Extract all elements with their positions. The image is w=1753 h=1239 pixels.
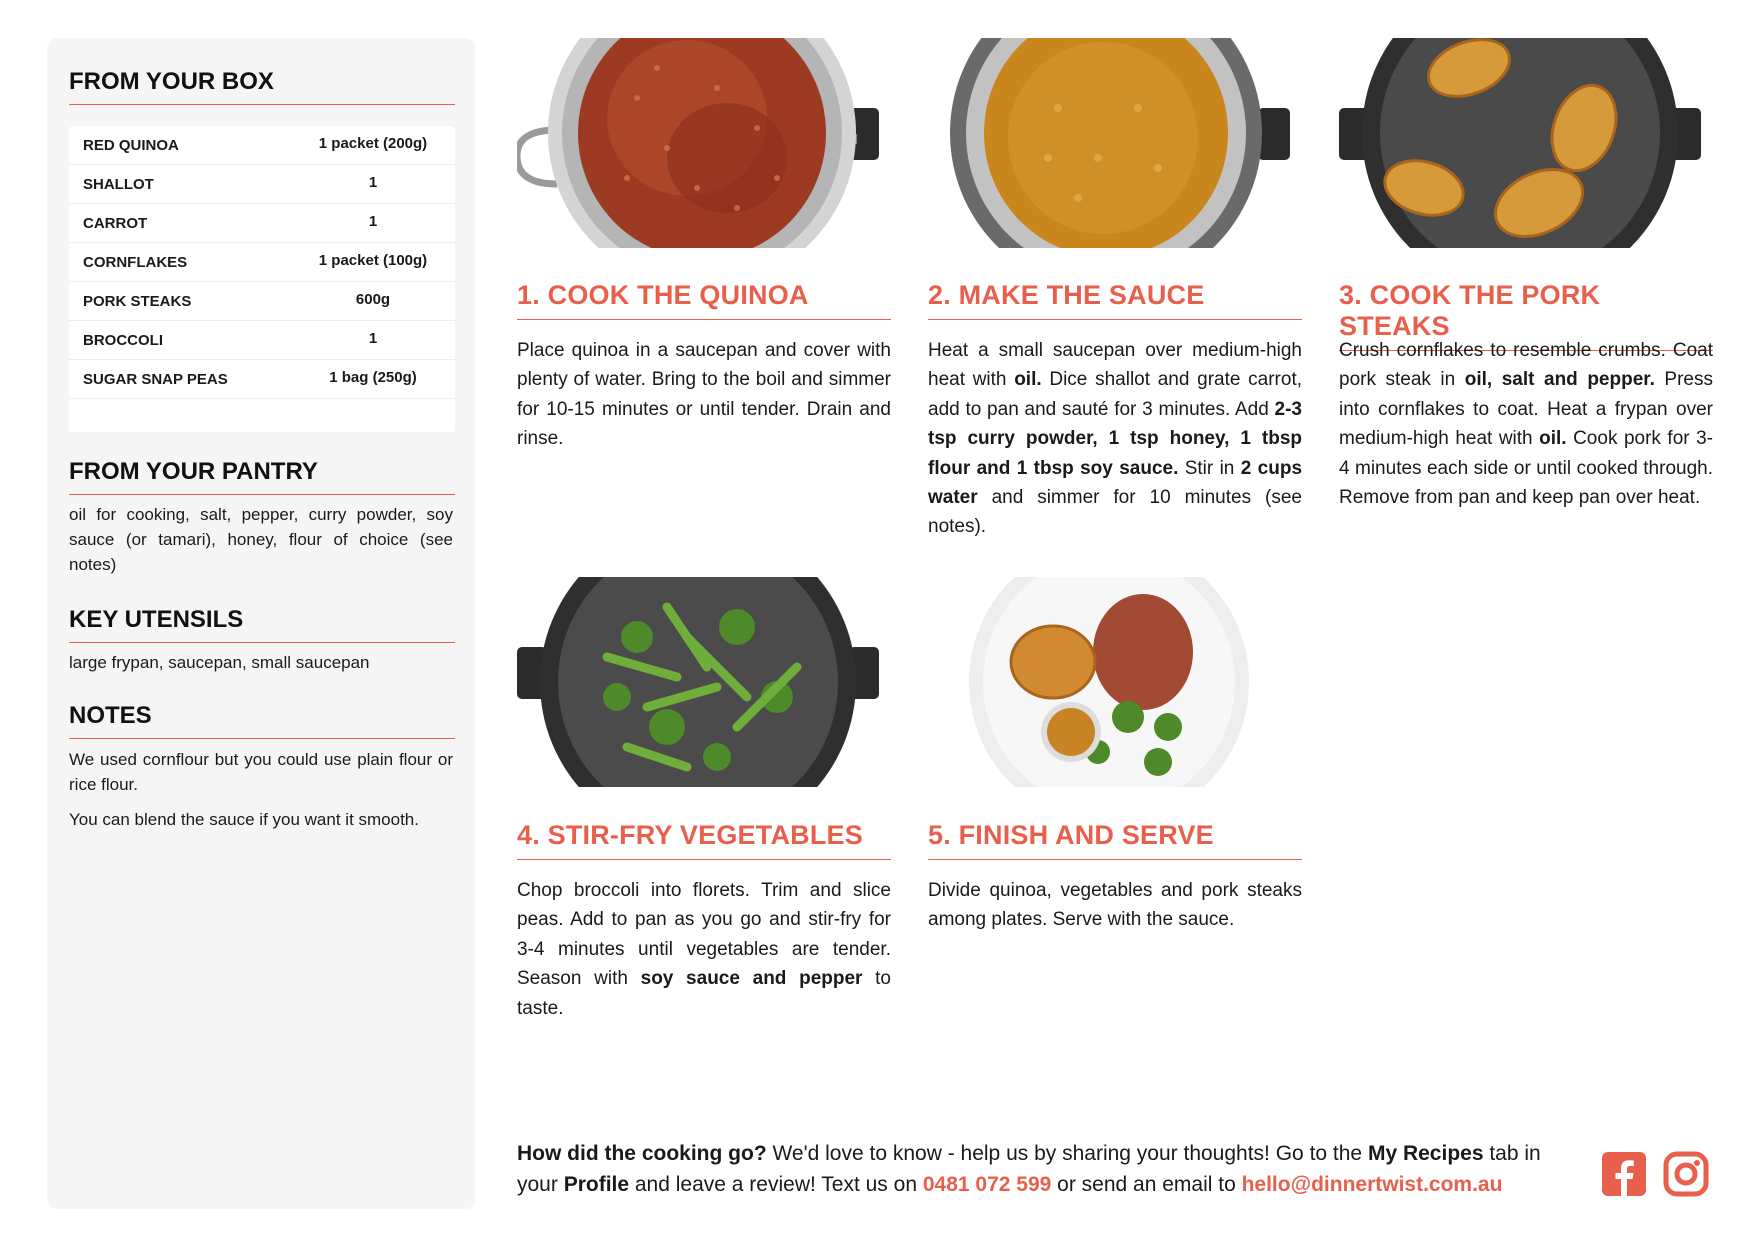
ingredient-qty: 1 packet (200g)	[318, 135, 428, 152]
step-5-body	[928, 876, 1302, 935]
step-text: Press into cornflakes to coat. Heat a frypan over medium-high heat with	[1339, 369, 1714, 450]
ingredient-qty: 600g	[355, 291, 391, 308]
from-your-pantry-heading: FROM YOUR PANTRY	[69, 458, 455, 495]
footer-question: How did the cooking go?	[517, 1142, 767, 1165]
ingredient-name: BROCCOLI	[83, 332, 163, 349]
step-5-photo	[928, 577, 1290, 787]
step-text: Divide quinoa, vegetables and pork steaks among plates. Serve with the sauce.	[928, 880, 1302, 931]
email-link[interactable]: hello@dinnertwist.com.au	[1241, 1173, 1503, 1196]
ingredient-row	[69, 243, 455, 282]
ingredient-row	[69, 165, 455, 204]
ingredient-qty: 1 bag (250g)	[329, 369, 417, 386]
step-text: and simmer for 10 minutes (see notes).	[928, 487, 1302, 538]
step-3-title: 3. COOK THE PORK STEAKS	[1339, 280, 1713, 351]
step-5-title: 5. FINISH AND SERVE	[928, 820, 1302, 860]
step-text-bold: oil.	[1539, 428, 1567, 450]
footer-text: tab in your	[517, 1142, 1541, 1196]
step-text: to taste.	[517, 968, 891, 1019]
ingredient-name: RED QUINOA	[83, 137, 179, 154]
step-2-photo	[928, 38, 1290, 248]
notes-line: We used cornflour but you could use plain flour or rice flour.	[69, 750, 453, 794]
footer-my-recipes: My Recipes	[1367, 1142, 1484, 1165]
ingredient-row	[69, 126, 455, 165]
sidebar	[47, 38, 475, 1209]
step-text: Dice shallot and grate carrot, add to pan and sauté for 3 minutes. Add	[928, 369, 1302, 420]
step-3-body	[1339, 336, 1713, 512]
step-1-title: 1. COOK THE QUINOA	[517, 280, 891, 320]
ingredients-table	[69, 126, 455, 432]
step-text-bold: 2 cups water	[928, 457, 1303, 509]
ingredient-name: CARROT	[83, 215, 148, 232]
footer-text: or send an email to	[1051, 1173, 1242, 1196]
step-1-photo	[517, 38, 879, 248]
notes-heading: NOTES	[69, 702, 455, 739]
step-text-bold: 2-3 tsp curry powder, 1 tsp honey, 1 tbsp flour and 1 tbsp soy sauce.	[928, 398, 1302, 479]
pantry-text: oil for cooking, salt, pepper, curry powder, soy sauce (or tamari), honey, flour of choice (see notes)	[69, 505, 453, 574]
step-text: Cook pork for 3-4 minutes each side or until cooked through. Remove from pan and keep pan over heat.	[1339, 428, 1713, 509]
step-2-title: 2. MAKE THE SAUCE	[928, 280, 1302, 320]
ingredient-qty: 1	[368, 330, 378, 347]
ingredient-name: CORNFLAKES	[83, 254, 188, 271]
ingredient-qty: 1 packet (100g)	[318, 252, 428, 269]
step-4-title: 4. STIR-FRY VEGETABLES	[517, 820, 891, 860]
step-text: Place quinoa in a saucepan and cover with plenty of water. Bring to the boil and simmer for 10-15 minutes or until tender. Drain and rinse.	[517, 340, 891, 450]
step-text: Heat a small saucepan over medium-high heat with	[928, 340, 1302, 391]
ingredient-row	[69, 282, 455, 321]
step-3-photo	[1339, 38, 1701, 248]
footer-profile: Profile	[563, 1173, 630, 1196]
step-text-bold: oil.	[1014, 369, 1042, 391]
step-1-body	[517, 336, 891, 454]
ingredient-row	[69, 360, 455, 399]
step-2-body	[928, 336, 1302, 542]
step-4-photo	[517, 577, 879, 787]
step-text: Crush cornflakes to resemble crumbs. Coat pork steak in	[1339, 340, 1713, 391]
from-your-box-heading: FROM YOUR BOX	[69, 68, 455, 105]
feedback-footer	[517, 1138, 1577, 1200]
step-text: Stir in	[1178, 457, 1241, 479]
key-utensils-heading: KEY UTENSILS	[69, 606, 455, 643]
footer-text: and leave a review! Text us on	[629, 1173, 923, 1196]
notes-line: You can blend the sauce if you want it smooth.	[69, 810, 419, 829]
ingredient-row	[69, 204, 455, 243]
facebook-icon[interactable]	[1600, 1150, 1648, 1198]
ingredient-name: SHALLOT	[83, 176, 154, 193]
step-4-body	[517, 876, 891, 1023]
ingredient-qty: 1	[368, 213, 378, 230]
ingredient-name: SUGAR SNAP PEAS	[83, 371, 228, 388]
step-text: Chop broccoli into florets. Trim and slice peas. Add to pan as you go and stir-fry for 3-4 minutes until vegetables are tender. Season with	[517, 880, 891, 990]
phone-link[interactable]: 0481 072 599	[922, 1173, 1052, 1196]
instagram-icon[interactable]	[1662, 1150, 1710, 1198]
step-text-bold: oil, salt and pepper.	[1464, 369, 1655, 391]
footer-text: We'd love to know - help us by sharing your thoughts! Go to the	[766, 1142, 1368, 1165]
ingredient-row	[69, 321, 455, 360]
utensils-text: large frypan, saucepan, small saucepan	[69, 653, 370, 672]
step-text-bold: soy sauce and pepper	[640, 968, 863, 990]
ingredient-qty: 1	[368, 174, 378, 191]
ingredient-name: PORK STEAKS	[83, 293, 192, 310]
